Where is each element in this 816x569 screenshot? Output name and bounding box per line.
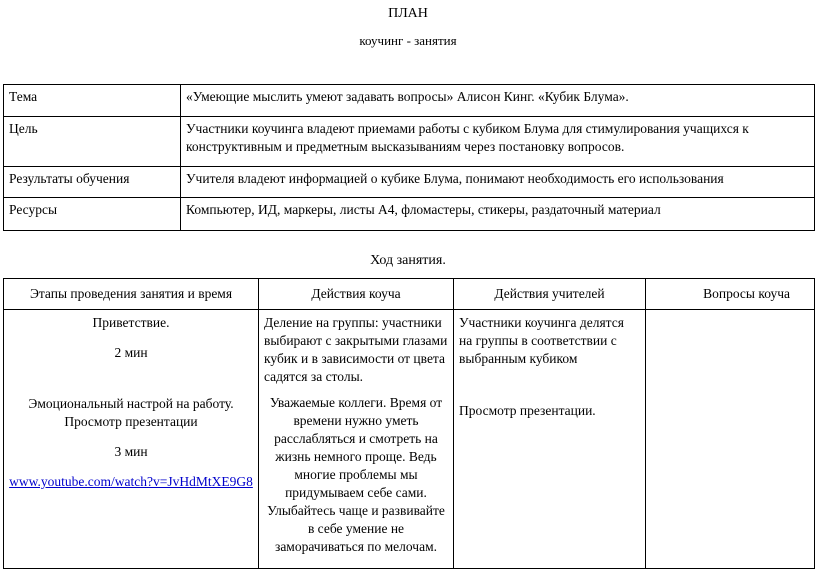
plan-row-goal: [4, 117, 815, 167]
plan-key: Ресурсы: [4, 198, 181, 231]
header-coach-actions: Действия коуча: [259, 279, 454, 310]
stage-time: 3 мин: [114, 444, 148, 459]
plan-row-topic: [4, 85, 815, 117]
stage-time: 2 мин: [114, 345, 148, 360]
plan-table: [3, 84, 815, 231]
stage-mood: Эмоциональный настрой на работу. Просмотр презентации: [28, 396, 234, 429]
coach-action-grouping: Деление на группы: участники выбирают с закрытыми глазами кубик и в зависимости от цвета садятся за столы.: [264, 315, 448, 384]
plan-key: Тема: [4, 85, 181, 117]
plan-key: Результаты обучения: [4, 167, 181, 198]
flow-row: [4, 310, 815, 569]
teacher-action-grouping: Участники коучинга делятся на группы в соответствии с выбранным кубиком: [459, 315, 624, 366]
coach-action-speech: Уважаемые коллеги. Время от времени нужно уметь расслабляться и смотреть на жизнь немного проще. Ведь многие проблемы мы придумываем себе сами. Улыбайтесь чаще и развивайте в себе умение не заморачиваться по мелочам.: [267, 395, 445, 554]
stage-greeting: Приветствие.: [92, 315, 170, 330]
teacher-action-presentation: Просмотр презентации.: [459, 403, 596, 418]
flow-header-row: [4, 279, 815, 310]
coach-questions-cell: [646, 310, 815, 569]
teacher-actions-cell: [454, 310, 646, 569]
plan-row-resources: [4, 198, 815, 231]
document-title: ПЛАН: [388, 6, 428, 21]
plan-value: «Умеющие мыслить умеют задавать вопросы» Алисон Кинг. «Кубик Блума».: [181, 85, 815, 117]
plan-row-results: [4, 167, 815, 198]
section-title: Ход занятия.: [370, 253, 446, 268]
header-teacher-actions: Действия учителей: [454, 279, 646, 310]
stages-cell: [4, 310, 259, 569]
plan-key: Цель: [4, 117, 181, 167]
document-subtitle: коучинг - занятия: [359, 33, 457, 48]
video-link[interactable]: www.youtube.com/watch?v=JvHdMtXE9G8: [9, 474, 253, 489]
plan-value: Участники коучинга владеют приемами работы с кубиком Блума для стимулирования учащихся к конструктивным и предметным высказываниям через постановку вопросов.: [181, 117, 815, 167]
header-stages: Этапы проведения занятия и время: [4, 279, 259, 310]
header-coach-questions: Вопросы коуча: [646, 279, 815, 310]
lesson-flow-table: [3, 278, 815, 569]
coach-actions-cell: [259, 310, 454, 569]
plan-value: Компьютер, ИД, маркеры, листы А4, фломастеры, стикеры, раздаточный материал: [181, 198, 815, 231]
plan-value: Учителя владеют информацией о кубике Блума, понимают необходимость его использования: [181, 167, 815, 198]
